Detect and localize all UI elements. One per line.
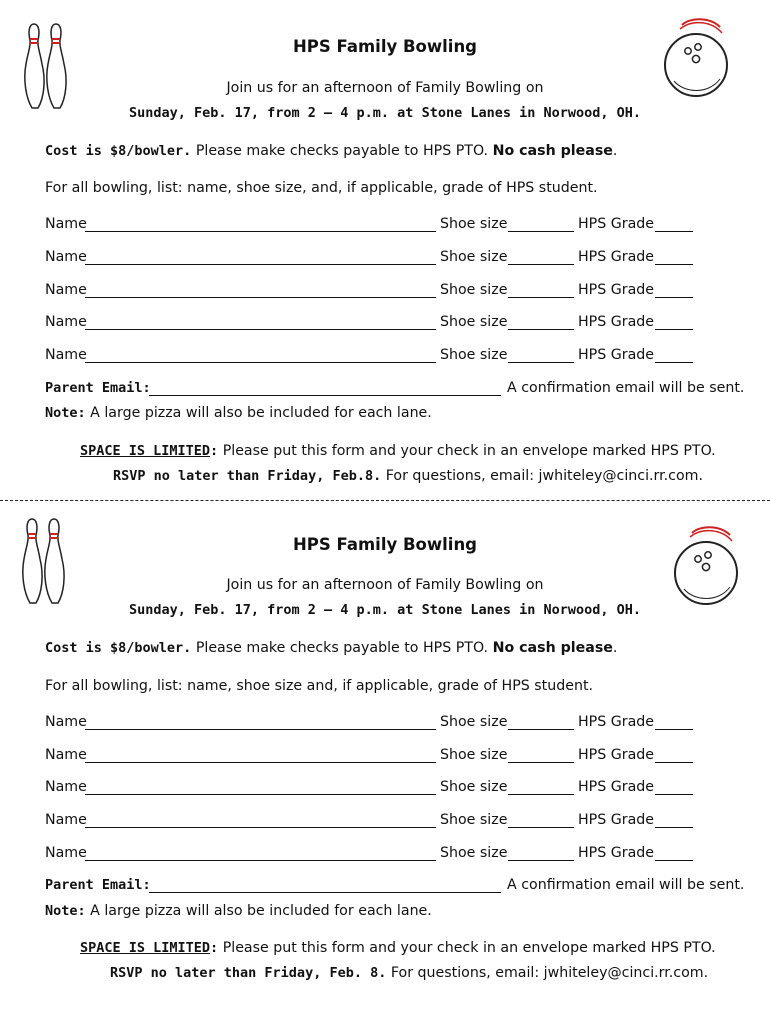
name-field[interactable]: [85, 762, 436, 763]
bowler-row: [45, 812, 745, 830]
grade-field[interactable]: [655, 362, 693, 363]
event-date-line: Sunday, Feb. 17, from 2 – 4 p.m. at Stone Lanes in Norwood, OH.: [128, 602, 642, 618]
shoe-size-field[interactable]: [508, 297, 574, 298]
parent-email-row: [45, 877, 745, 895]
parent-email-field[interactable]: [149, 395, 501, 396]
grade-field[interactable]: [655, 794, 693, 795]
name-field[interactable]: [85, 362, 436, 363]
grade-field[interactable]: [655, 231, 693, 232]
parent-email-label: Parent Email:: [45, 877, 151, 893]
shoe-size-field[interactable]: [508, 860, 574, 861]
name-field[interactable]: [85, 794, 436, 795]
name-label: Name: [45, 779, 87, 795]
bowling-pins-icon: [20, 20, 72, 112]
shoe-size-label: Shoe size: [440, 845, 508, 861]
bowler-row: [45, 282, 745, 300]
grade-label: HPS Grade: [578, 216, 654, 232]
parent-email-row: [45, 380, 745, 398]
name-field[interactable]: [85, 860, 436, 861]
list-instruction: For all bowling, list: name, shoe size and, if applicable, grade of HPS student.: [45, 678, 594, 694]
rsvp-line: [113, 467, 703, 485]
grade-field[interactable]: [655, 297, 693, 298]
grade-label: HPS Grade: [578, 249, 654, 265]
grade-label: HPS Grade: [578, 812, 654, 828]
space-limited-line: [80, 442, 716, 460]
bowler-row: [45, 845, 745, 863]
grade-field[interactable]: [655, 860, 693, 861]
grade-label: HPS Grade: [578, 714, 654, 730]
grade-label: HPS Grade: [578, 282, 654, 298]
note-text: A large pizza will also be included for each lane.: [85, 903, 432, 919]
shoe-size-field[interactable]: [508, 729, 574, 730]
space-limited-label: SPACE IS LIMITED: [80, 940, 211, 956]
rsvp-line: [110, 964, 708, 982]
shoe-size-label: Shoe size: [440, 714, 508, 730]
cost-period: .: [612, 143, 618, 159]
cost-payable: Please make checks payable to HPS PTO.: [191, 640, 493, 656]
shoe-size-label: Shoe size: [440, 347, 508, 363]
shoe-size-label: Shoe size: [440, 216, 508, 232]
rsvp-contact: For questions, email: jwhiteley@cinci.rr.com.: [386, 965, 709, 981]
bowler-row: [45, 714, 745, 732]
space-limited-colon: :: [210, 443, 219, 459]
parent-email-label: Parent Email:: [45, 380, 151, 396]
grade-field[interactable]: [655, 329, 693, 330]
shoe-size-field[interactable]: [508, 762, 574, 763]
grade-field[interactable]: [655, 264, 693, 265]
confirmation-note: A confirmation email will be sent.: [507, 877, 745, 893]
bowler-row: [45, 347, 745, 365]
name-field[interactable]: [85, 329, 436, 330]
flyer-top: [0, 0, 770, 500]
name-field[interactable]: [85, 729, 436, 730]
flyer-title: HPS Family Bowling: [293, 37, 477, 56]
space-limited-line: [80, 939, 716, 957]
flyer-bottom: [0, 500, 770, 1000]
name-label: Name: [45, 314, 87, 330]
space-limited-text: Please put this form and your check in an envelope marked HPS PTO.: [218, 443, 716, 459]
grade-field[interactable]: [655, 827, 693, 828]
shoe-size-field[interactable]: [508, 794, 574, 795]
shoe-size-label: Shoe size: [440, 314, 508, 330]
bowler-row: [45, 216, 745, 234]
note-line: [45, 902, 432, 920]
shoe-size-label: Shoe size: [440, 249, 508, 265]
name-label: Name: [45, 714, 87, 730]
shoe-size-label: Shoe size: [440, 779, 508, 795]
event-date-line: Sunday, Feb. 17, from 2 – 4 p.m. at Stone Lanes in Norwood, OH.: [128, 105, 642, 121]
bowler-row: [45, 747, 745, 765]
name-label: Name: [45, 747, 87, 763]
join-line: Join us for an afternoon of Family Bowling on: [226, 577, 544, 593]
space-limited-text: Please put this form and your check in an envelope marked HPS PTO.: [218, 940, 716, 956]
grade-field[interactable]: [655, 729, 693, 730]
space-limited-colon: :: [210, 940, 219, 956]
name-label: Name: [45, 282, 87, 298]
shoe-size-label: Shoe size: [440, 812, 508, 828]
note-label: Note:: [45, 903, 86, 919]
name-label: Name: [45, 347, 87, 363]
no-cash-text: No cash please: [492, 143, 613, 159]
space-limited-label: SPACE IS LIMITED: [80, 443, 211, 459]
shoe-size-field[interactable]: [508, 362, 574, 363]
name-label: Name: [45, 216, 87, 232]
shoe-size-field[interactable]: [508, 264, 574, 265]
shoe-size-label: Shoe size: [440, 282, 508, 298]
bowler-row: [45, 779, 745, 797]
confirmation-note: A confirmation email will be sent.: [507, 380, 745, 396]
join-line: Join us for an afternoon of Family Bowling on: [226, 80, 544, 96]
note-text: A large pizza will also be included for each lane.: [85, 405, 432, 421]
shoe-size-label: Shoe size: [440, 747, 508, 763]
grade-label: HPS Grade: [578, 347, 654, 363]
grade-label: HPS Grade: [578, 779, 654, 795]
name-label: Name: [45, 845, 87, 861]
flyer-title: HPS Family Bowling: [293, 535, 477, 554]
name-field[interactable]: [85, 264, 436, 265]
list-instruction: For all bowling, list: name, shoe size, and, if applicable, grade of HPS student.: [45, 180, 598, 196]
cost-line: [45, 639, 617, 657]
rsvp-contact: For questions, email: jwhiteley@cinci.rr.com.: [381, 468, 703, 484]
name-label: Name: [45, 812, 87, 828]
cost-amount: Cost is $8/bowler.: [45, 143, 192, 159]
bowler-row: [45, 314, 745, 332]
grade-label: HPS Grade: [578, 314, 654, 330]
name-field[interactable]: [85, 827, 436, 828]
grade-label: HPS Grade: [578, 845, 654, 861]
parent-email-field[interactable]: [149, 892, 501, 893]
name-field[interactable]: [85, 297, 436, 298]
shoe-size-field[interactable]: [508, 827, 574, 828]
rsvp-deadline: RSVP no later than Friday, Feb.8.: [113, 468, 382, 484]
grade-field[interactable]: [655, 762, 693, 763]
grade-label: HPS Grade: [578, 747, 654, 763]
cost-amount: Cost is $8/bowler.: [45, 640, 192, 656]
bowler-row: [45, 249, 745, 267]
rsvp-deadline: RSVP no later than Friday, Feb. 8.: [110, 965, 387, 981]
cost-period: .: [612, 640, 618, 656]
no-cash-text: No cash please: [492, 640, 613, 656]
note-line: [45, 404, 432, 422]
name-label: Name: [45, 249, 87, 265]
shoe-size-field[interactable]: [508, 329, 574, 330]
note-label: Note:: [45, 405, 86, 421]
cost-payable: Please make checks payable to HPS PTO.: [191, 143, 493, 159]
shoe-size-field[interactable]: [508, 231, 574, 232]
name-field[interactable]: [85, 231, 436, 232]
cost-line: [45, 142, 617, 160]
